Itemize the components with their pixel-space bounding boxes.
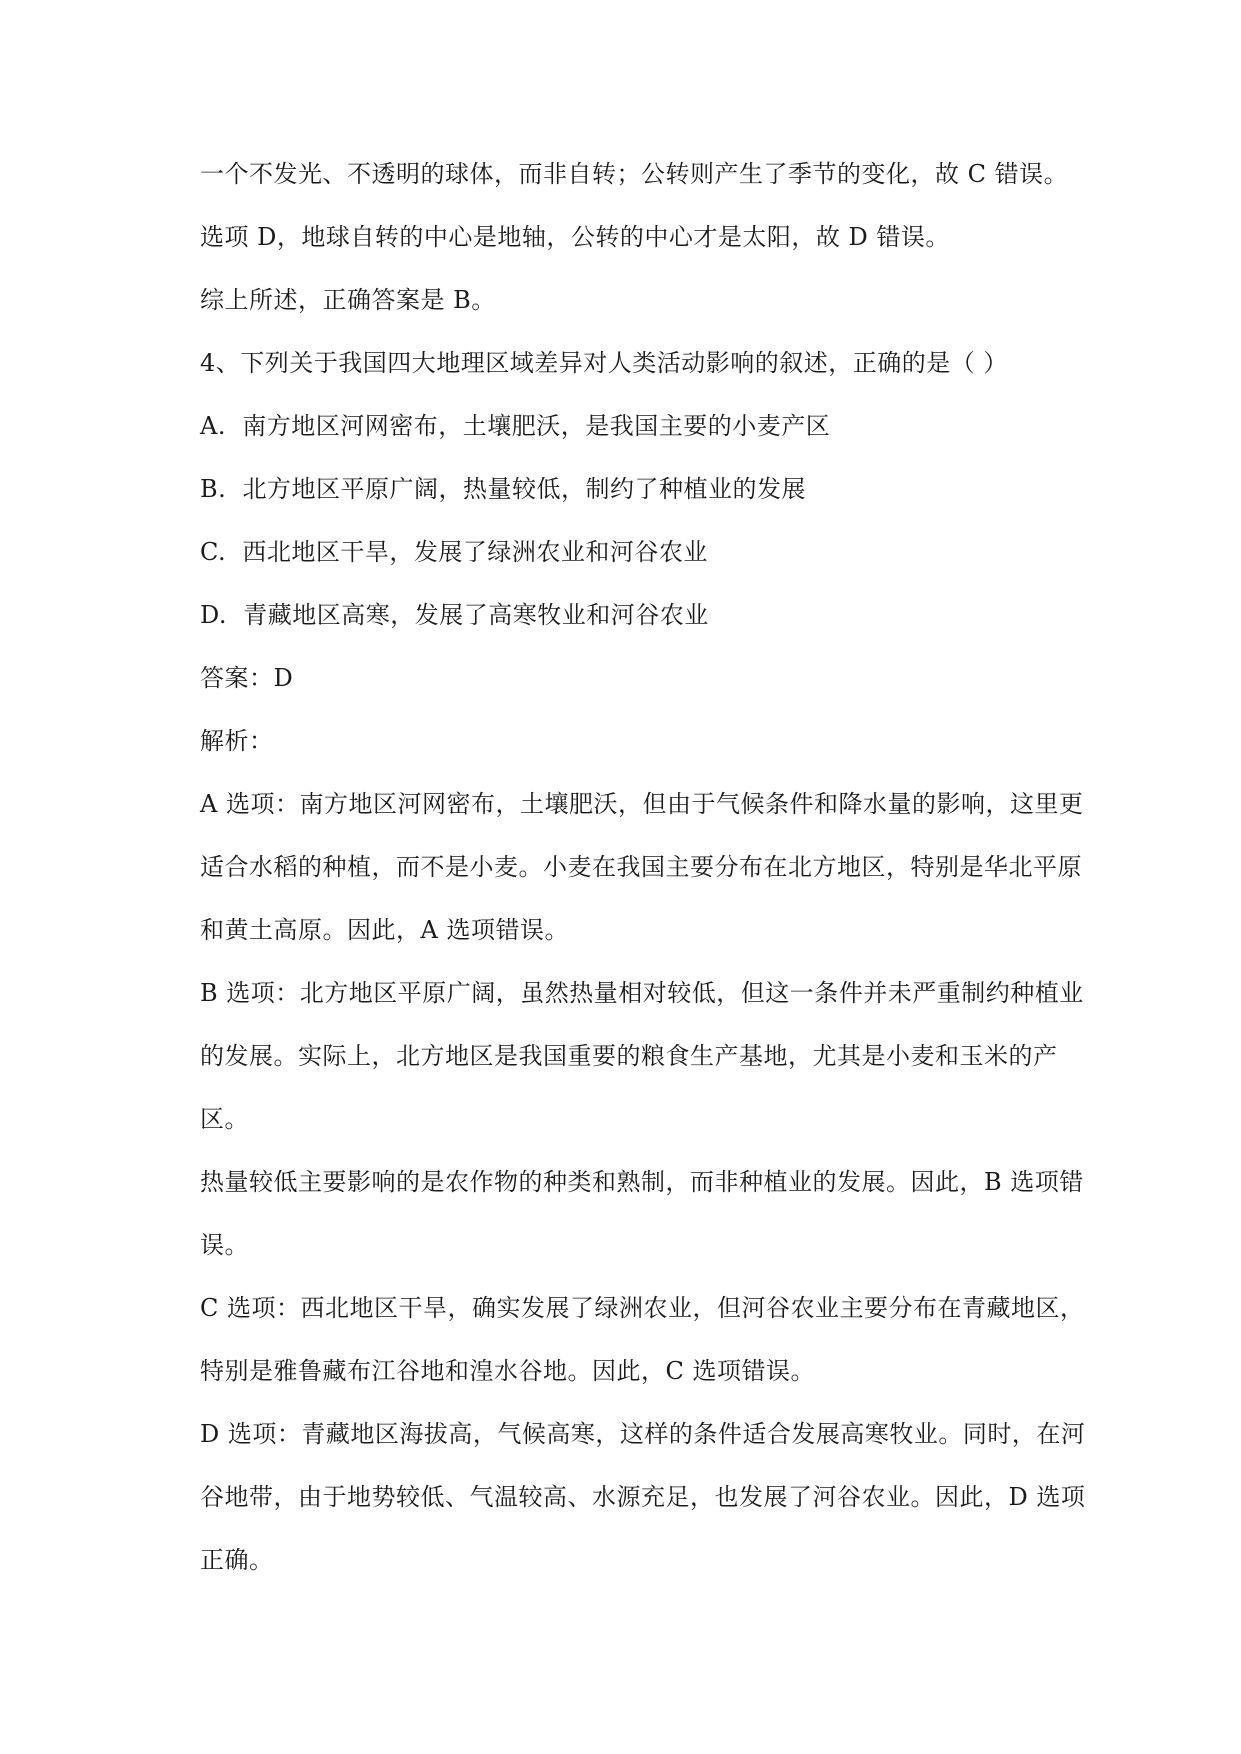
text-line: 一个不发光、不透明的球体，而非自转；公转则产生了季节的变化，故 C 错误。 <box>200 160 1069 188</box>
text-line: 适合水稻的种植，而不是小麦。小麦在我国主要分布在北方地区，特别是华北平原 <box>200 853 1082 881</box>
option-d: D. 青藏地区高寒，发展了高寒牧业和河谷农业 <box>200 601 709 629</box>
text-line: 的发展。实际上，北方地区是我国重要的粮食生产基地，尤其是小麦和玉米的产区。 <box>200 1042 1058 1133</box>
text-line: 选项 D，地球自转的中心是地轴，公转的中心才是太阳，故 D 错误。 <box>200 223 950 251</box>
text-line: D 选项：青藏地区海拔高，气候高寒，这样的条件适合发展高寒牧业。同时，在河 <box>200 1420 1086 1448</box>
text-line: A 选项：南方地区河网密布，土壤肥沃，但由于气候条件和降水量的影响，这里更 <box>200 790 1084 818</box>
text-line: 和黄土高原。因此，A 选项错误。 <box>200 916 569 944</box>
text-line: 谷地带，由于地势较低、气温较高、水源充足，也发展了河谷农业。因此，D 选项 <box>200 1483 1086 1511</box>
answer-line: 答案：D <box>200 664 294 692</box>
text-line: 特别是雅鲁藏布江谷地和湟水谷地。因此，C 选项错误。 <box>200 1357 815 1385</box>
text-line: 热量较低主要影响的是农作物的种类和熟制，而非种植业的发展。因此，B 选项错 <box>200 1168 1084 1196</box>
text-line: C 选项：西北地区干旱，确实发展了绿洲农业，但河谷农业主要分布在青藏地区， <box>200 1294 1085 1322</box>
option-b: B. 北方地区平原广阔，热量较低，制约了种植业的发展 <box>200 475 807 503</box>
text-line: B 选项：北方地区平原广阔，虽然热量相对较低，但这一条件并未严重制约种植业 <box>200 979 1084 1007</box>
option-c: C. 西北地区干旱，发展了绿洲农业和河谷农业 <box>200 538 708 566</box>
text-line: 综上所述，正确答案是 B。 <box>200 286 496 314</box>
document-body <box>200 143 1100 1592</box>
text-line: 误。 <box>200 1231 249 1259</box>
question-stem: 4、下列关于我国四大地理区域差异对人类活动影响的叙述，正确的是（ ） <box>200 349 1008 377</box>
option-a: A. 南方地区河网密布，土壤肥沃，是我国主要的小麦产区 <box>200 412 831 440</box>
analysis-heading: 解析： <box>200 727 274 755</box>
text-line: 正确。 <box>200 1546 274 1574</box>
